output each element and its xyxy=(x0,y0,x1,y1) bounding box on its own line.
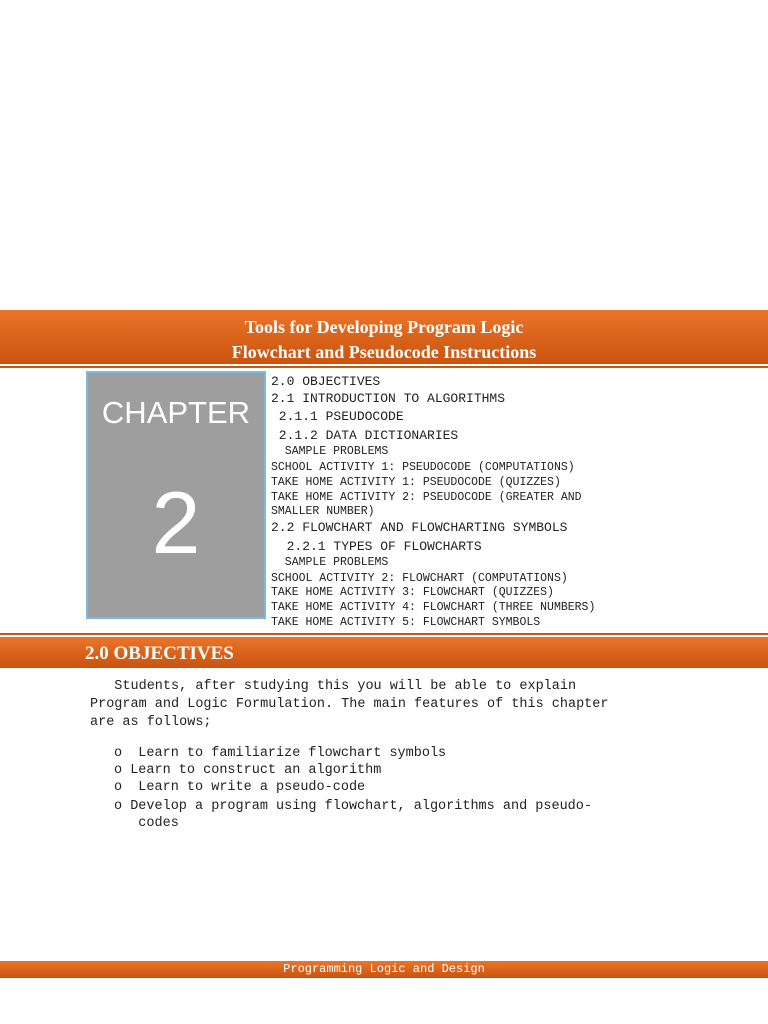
objective-bullet: o Learn to familiarize flowchart symbols xyxy=(114,746,447,761)
title-underline-rule xyxy=(0,366,768,368)
objectives-banner xyxy=(0,637,768,668)
objectives-intro-line: Program and Logic Formulation. The main features of this chapter xyxy=(90,697,609,712)
footer-text: Programming Logic and Design xyxy=(283,962,485,976)
toc-entry: TAKE HOME ACTIVITY 4: FLOWCHART (THREE NUMBERS) xyxy=(271,601,596,614)
chapter-number: 2 xyxy=(151,473,201,572)
toc-entry: SCHOOL ACTIVITY 2: FLOWCHART (COMPUTATIONS) xyxy=(271,572,568,585)
objective-bullet: o Develop a program using flowchart, algorithms and pseudo- xyxy=(114,799,592,814)
toc-entry: TAKE HOME ACTIVITY 5: FLOWCHART SYMBOLS xyxy=(271,616,541,629)
toc-entry: 2.1.2 DATA DICTIONARIES xyxy=(271,428,459,443)
toc-entry: TAKE HOME ACTIVITY 3: FLOWCHART (QUIZZES) xyxy=(271,586,554,599)
toc-entry: SCHOOL ACTIVITY 1: PSEUDOCODE (COMPUTATIONS) xyxy=(271,461,575,474)
objective-bullet: o Learn to construct an algorithm xyxy=(114,763,382,778)
chapter-title-line-2: Flowchart and Pseudocode Instructions xyxy=(231,342,537,362)
toc-entry: 2.1 INTRODUCTION TO ALGORITHMS xyxy=(271,391,506,406)
chapter-number-box xyxy=(86,371,266,619)
chapter-title-banner xyxy=(0,310,768,364)
objectives-intro-line: are as follows; xyxy=(90,715,212,730)
objective-bullet-continuation: codes xyxy=(114,816,179,831)
toc-entry: SAMPLE PROBLEMS xyxy=(271,445,389,458)
toc-entry: SMALLER NUMBER) xyxy=(271,505,375,518)
objectives-intro-line: Students, after studying this you will be able to explain xyxy=(90,679,577,694)
toc-entry: SAMPLE PROBLEMS xyxy=(271,556,389,569)
chapter-label: CHAPTER xyxy=(101,395,251,430)
toc-entry: TAKE HOME ACTIVITY 1: PSEUDOCODE (QUIZZES) xyxy=(271,476,561,489)
toc-entry: 2.2.1 TYPES OF FLOWCHARTS xyxy=(271,539,482,554)
toc-entry: TAKE HOME ACTIVITY 2: PSEUDOCODE (GREATER AND xyxy=(271,491,582,504)
objectives-heading: 2.0 OBJECTIVES xyxy=(85,643,234,664)
objective-bullet: o Learn to write a pseudo-code xyxy=(114,780,366,795)
page-footer xyxy=(0,961,768,978)
toc-entry: 2.1.1 PSEUDOCODE xyxy=(271,409,404,424)
objectives-top-rule xyxy=(0,633,768,635)
toc-entry: 2.2 FLOWCHART AND FLOWCHARTING SYMBOLS xyxy=(271,520,568,535)
chapter-title-line-1: Tools for Developing Program Logic xyxy=(244,317,524,337)
toc-entry: 2.0 OBJECTIVES xyxy=(271,374,381,389)
